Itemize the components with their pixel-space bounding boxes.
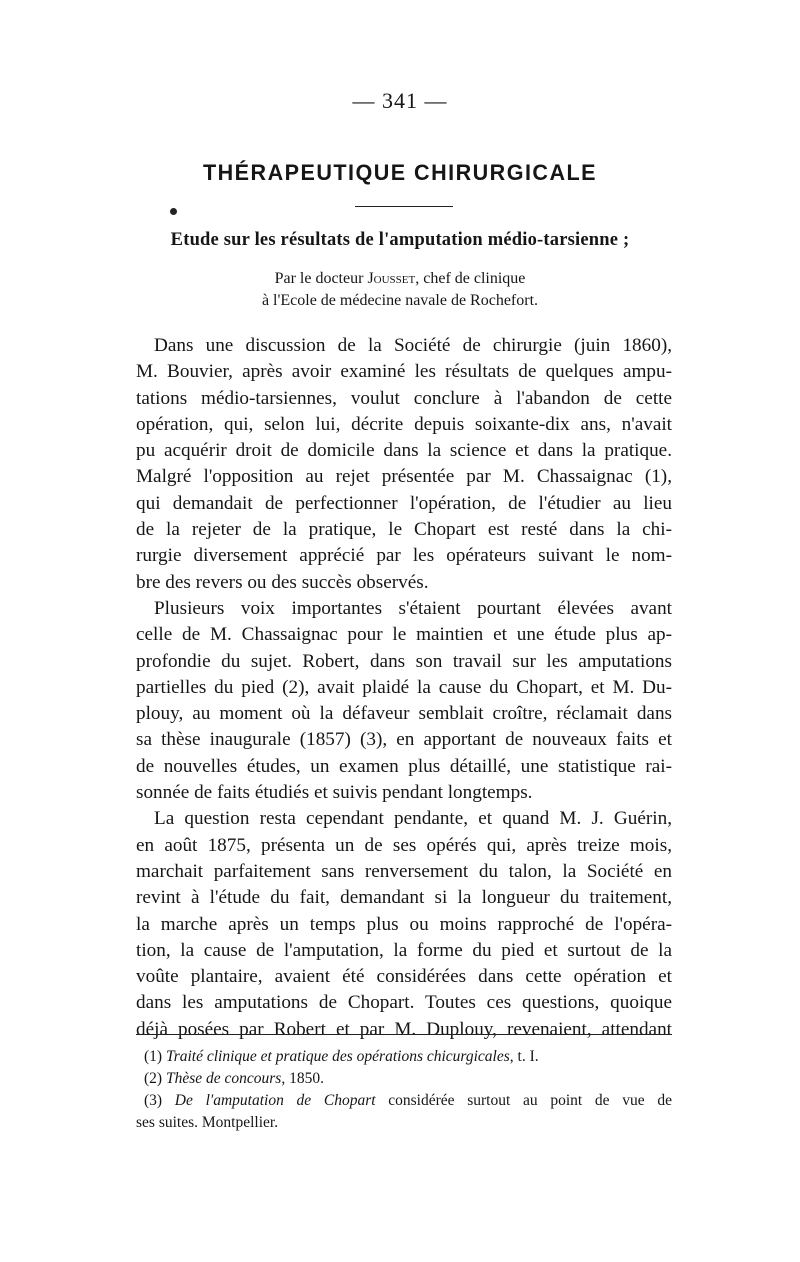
body-line: revint à l'étude du fait, demandant si la longueur du traitement, <box>136 887 672 909</box>
footnote-title: De l'amputation de Chopart <box>174 1092 376 1109</box>
body-line: de nouvelles études, un examen plus détaillé, une statistique rai- <box>136 755 672 777</box>
body-line: partielles du pied (2), avait plaidé la cause du Chopart, et M. Du- <box>136 676 672 698</box>
body-line: déjà posées par Robert et par M. Duplouy, revenaient, attendant <box>136 1018 672 1040</box>
footnote-text: , 1850. <box>281 1070 324 1087</box>
byline-line-1 <box>0 268 800 290</box>
body-line: La question resta cependant pendante, et quand M. J. Guérin, <box>154 808 672 830</box>
byline-suffix: , chef de clinique <box>415 270 526 287</box>
body-line: qui demandait de perfectionner l'opération, de l'étudier au lieu <box>136 492 672 514</box>
footnote-title: Traité clinique et pratique des opérations chicurgicales <box>165 1048 510 1065</box>
footnote-3 <box>136 1090 672 1112</box>
body-line: Plusieurs voix importantes s'étaient pourtant élevées avant <box>154 597 672 619</box>
footnote-text: , t. I. <box>509 1048 539 1065</box>
body-line: voûte plantaire, avaient été considérées dans cette opération et <box>136 966 672 988</box>
body-line: la marche après un temps plus ou moins rapproché de l'opéra- <box>136 913 672 935</box>
body-line: de la rejeter de la pratique, le Chopart est resté dans la chi- <box>136 519 672 541</box>
footnote-divider <box>136 1034 672 1035</box>
body-line: sa thèse inaugurale (1857) (3), en apportant de nouveaux faits et <box>136 729 672 751</box>
body-line: profondie du sujet. Robert, dans son travail sur les amputations <box>136 650 672 672</box>
footnote-title: Thèse de concours <box>165 1070 282 1087</box>
title-divider <box>355 206 453 207</box>
body-text <box>136 333 672 1043</box>
body-line: en août 1875, présenta un de ses opérés qui, après treize mois, <box>136 834 672 856</box>
body-line: bre des revers ou des succès observés. <box>136 571 429 593</box>
section-title: THÉRAPEUTIQUE CHIRURGICALE <box>203 160 597 185</box>
footnote-text: considérée surtout au point de vue de <box>375 1092 672 1109</box>
footnote-3-continued: ses suites. Montpellier. <box>136 1114 279 1131</box>
footnotes <box>136 1046 672 1134</box>
footnote-number: (3) <box>144 1092 163 1109</box>
body-line: rurgie diversement apprécié par les opérateurs suivant le nom- <box>136 545 672 567</box>
body-line: M. Bouvier, après avoir examiné les résultats de quelques ampu- <box>136 361 672 383</box>
body-line: opération, qui, selon lui, décrite depuis soixante-dix ans, n'avait <box>136 413 672 435</box>
footnote-number: (1) <box>144 1048 163 1065</box>
body-line: plouy, au moment où la défaveur semblait croître, réclamait dans <box>136 703 672 725</box>
byline-line-2: à l'Ecole de médecine navale de Rochefort. <box>261 292 539 309</box>
body-line: tion, la cause de l'amputation, la forme du pied et surtout de la <box>136 939 672 961</box>
footnote-number: (2) <box>144 1070 163 1087</box>
author-name: Jousset <box>367 270 416 287</box>
byline-prefix: Par le docteur <box>274 270 368 287</box>
body-line: dans les amputations de Chopart. Toutes ces questions, quoique <box>136 992 672 1014</box>
body-line: celle de M. Chassaignac pour le maintien et une étude plus ap- <box>136 624 672 646</box>
footnote-1 <box>136 1046 672 1068</box>
article-title: Etude sur les résultats de l'amputation médio-tarsienne ; <box>170 230 630 250</box>
bullet-mark <box>170 208 177 215</box>
body-line: Dans une discussion de la Société de chirurgie (juin 1860), <box>154 335 672 356</box>
body-line: pu acquérir droit de domicile dans la science et dans la pratique. <box>136 440 672 462</box>
footnote-2 <box>136 1068 672 1090</box>
page-number: — 341 — <box>352 88 448 113</box>
body-line: tations médio-tarsiennes, voulut conclure à l'abandon de cette <box>136 387 672 409</box>
body-line: sonnée de faits étudiés et suivis pendant longtemps. <box>136 782 533 804</box>
body-line: marchait parfaitement sans renversement du talon, la Société en <box>136 860 672 882</box>
body-line: Malgré l'opposition au rejet présentée par M. Chassaignac (1), <box>136 466 672 488</box>
